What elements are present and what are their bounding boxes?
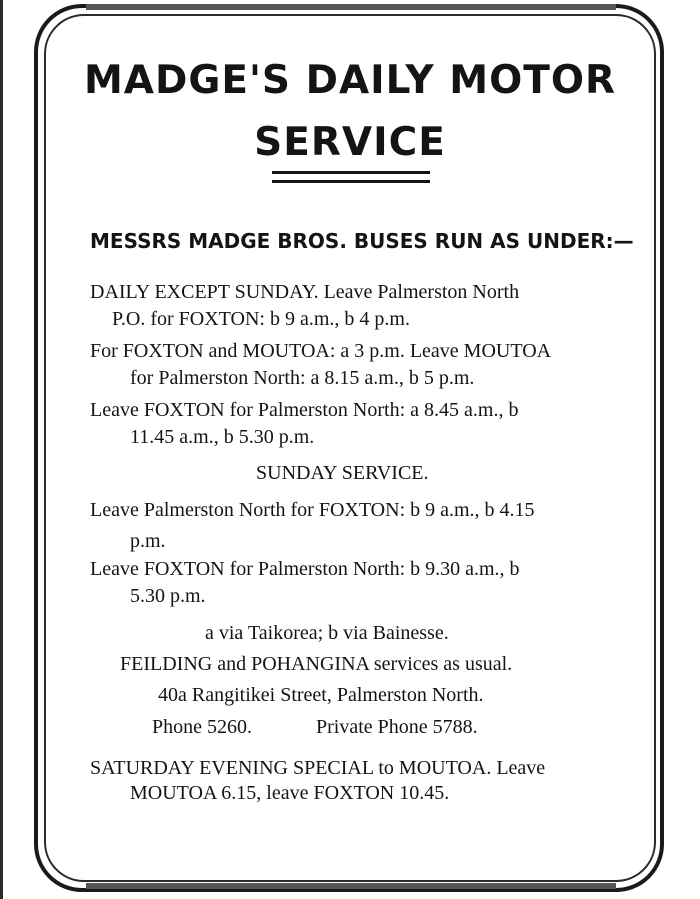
private-phone-number: Private Phone 5788. (316, 716, 478, 738)
weekday-line-5: Leave FOXTON for Palmerston North: a 8.45 a.m., b (90, 399, 519, 421)
sunday-heading: SUNDAY SERVICE. (256, 462, 429, 484)
title-underline-bottom (272, 180, 430, 183)
sunday-line-1: Leave Palmerston North for FOXTON: b 9 a.m., b 4.15 (90, 499, 535, 521)
advert-title-line-2: SERVICE (254, 120, 446, 165)
weekday-line-1: DAILY EXCEPT SUNDAY. Leave Palmerston North (90, 281, 520, 303)
top-border-band (86, 4, 616, 10)
sunday-line-4: 5.30 p.m. (130, 585, 206, 607)
route-key: a via Taikorea; b via Bainesse. (205, 622, 449, 644)
saturday-line-1: SATURDAY EVENING SPECIAL to MOUTOA. Leave (90, 757, 546, 779)
bottom-border-band (86, 883, 616, 889)
address: 40a Rangitikei Street, Palmerston North. (158, 684, 484, 706)
sunday-line-2: p.m. (130, 530, 166, 552)
weekday-line-6: 11.45 a.m., b 5.30 p.m. (130, 426, 315, 448)
weekday-line-4: for Palmerston North: a 8.15 a.m., b 5 p.m. (130, 367, 475, 389)
phone-number: Phone 5260. (152, 716, 252, 738)
other-services: FEILDING and POHANGINA services as usual. (120, 653, 513, 675)
weekday-line-3: For FOXTON and MOUTOA: a 3 p.m. Leave MOUTOA (90, 340, 552, 362)
advert-title-line-1: MADGE'S DAILY MOTOR (83, 58, 617, 103)
saturday-line-2: MOUTOA 6.15, leave FOXTON 10.45. (130, 782, 450, 804)
title-underline-top (272, 171, 430, 174)
operator-subheading: MESSRS MADGE BROS. BUSES RUN AS UNDER:— (90, 229, 634, 253)
weekday-line-2: P.O. for FOXTON: b 9 a.m., b 4 p.m. (112, 308, 410, 330)
left-column-rule (0, 0, 3, 899)
sunday-line-3: Leave FOXTON for Palmerston North: b 9.30 a.m., b (90, 558, 520, 580)
